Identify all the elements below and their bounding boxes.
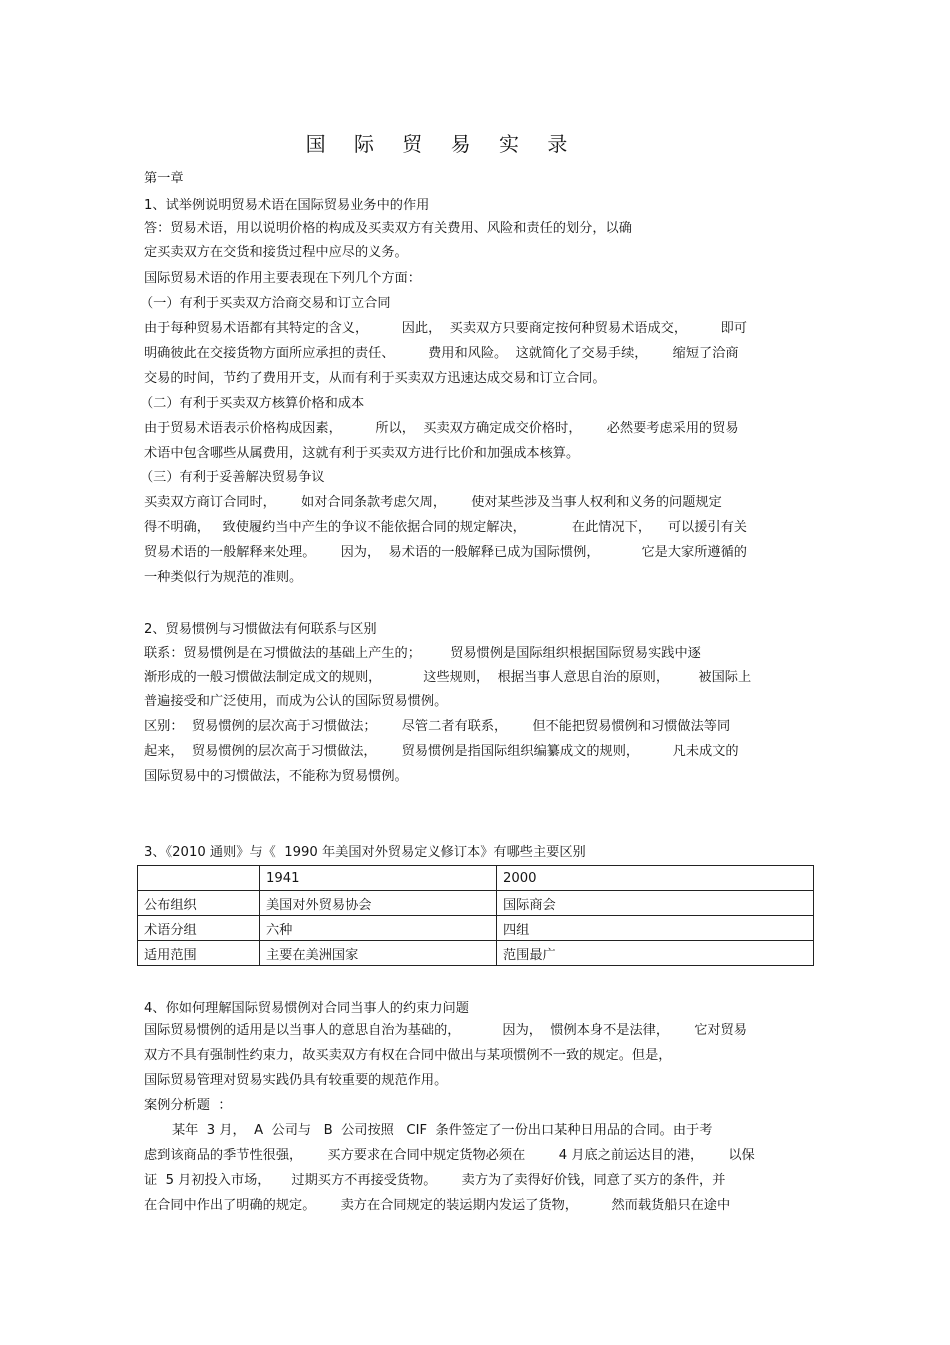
case-analysis-label: 案例分析题 ： [144,1098,232,1113]
question-1-heading: 1、试举例说明贸易术语在国际贸易业务中的作用 [144,198,430,213]
paragraph-line: 得不明确， 致使履约当中产生的争议不能依据合同的规定解决， 在此情况下， 可以援引有关 [144,520,747,535]
table-row [138,916,814,941]
paragraph-line: 答：贸易术语，用以说明价格的构成及买卖双方有关费用、风险和责任的划分，以确 [144,221,632,236]
paragraph-line: 国际贸易术语的作用主要表现在下列几个方面： [144,271,421,286]
paragraph-line: 虑到该商品的季节性很强， 买方要求在合同中规定货物必须在 4 月底之前运达目的港， 以保 [144,1148,755,1163]
paragraph-line: 国际贸易惯例的适用是以当事人的意思自治为基础的， 因为， 惯例本身不是法律， 它对贸易 [144,1023,747,1038]
document-title: 国 际 贸 易 实 录 [305,132,579,156]
paragraph-line: 一种类似行为规范的准则。 [144,570,303,585]
paragraph-line: 术语中包含哪些从属费用，这就有利于买卖双方进行比价和加强成本核算。 [144,446,580,461]
question-4-heading: 4、你如何理解国际贸易惯例对合同当事人的约束力问题 [144,1001,469,1016]
table-cell: 美国对外贸易协会 [260,891,497,916]
paragraph-line: 某年 3 月， A 公司与 B 公司按照 CIF 条件签定了一份出口某种日用品的合同。由于考 [172,1123,713,1138]
subheading-line: （三）有利于妥善解决贸易争议 [140,470,325,485]
paragraph-line: 普遍接受和广泛使用，而成为公认的国际贸易惯例。 [144,694,448,709]
table-cell [138,866,260,891]
paragraph-line: 由于每种贸易术语都有其特定的含义， 因此， 买卖双方只要商定按何种贸易术语成交， 即可 [144,321,747,336]
table-cell: 1941 [260,866,497,891]
paragraph-line: 联系：贸易惯例是在习惯做法的基础上产生的； 贸易惯例是国际组织根据国际贸易实践中逐 [144,646,701,661]
paragraph-line: 国际贸易管理对贸易实践仍具有较重要的规范作用。 [144,1073,448,1088]
chapter-heading: 第一章 [144,171,184,186]
table-cell: 适用范围 [138,941,260,966]
table-cell: 国际商会 [497,891,814,916]
paragraph-line: 由于贸易术语表示价格构成因素， 所以， 买卖双方确定成交价格时， 必然要考虑采用的贸易 [144,421,739,436]
paragraph-line: 贸易术语的一般解释来处理。 因为， 易术语的一般解释已成为国际惯例， 它是大家所遵循的 [144,545,747,560]
paragraph-line: 双方不具有强制性约束力，故买卖双方有权在合同中做出与某项惯例不一致的规定。但是， [144,1048,672,1063]
subheading-line: （二）有利于买卖双方核算价格和成本 [140,396,365,411]
paragraph-line: 渐形成的一般习惯做法制定成文的规则， 这些规则， 根据当事人意思自治的原则， 被国际上 [144,670,752,685]
question-2-heading: 2、贸易惯例与习惯做法有何联系与区别 [144,622,377,637]
paragraph-line: 区别： 贸易惯例的层次高于习惯做法； 尽管二者有联系， 但不能把贸易惯例和习惯做法等同 [144,719,731,734]
paragraph-line: 明确彼此在交接货物方面所应承担的责任、 费用和风险。 这就简化了交易手续， 缩短了洽商 [144,346,739,361]
table-header-row [138,866,814,891]
question-3-heading: 3、《2010 通则》与《 1990 年美国对外贸易定义修订本》有哪些主要区别 [144,845,586,860]
table-row [138,941,814,966]
subheading-line: （一）有利于买卖双方洽商交易和订立合同 [140,296,391,311]
table-cell: 六种 [260,916,497,941]
paragraph-line: 交易的时间，节约了费用开支，从而有利于买卖双方迅速达成交易和订立合同。 [144,371,606,386]
table-cell: 2000 [497,866,814,891]
comparison-table [137,865,814,966]
paragraph-line: 证 5 月初投入市场， 过期买方不再接受货物。 卖方为了卖得好价钱，同意了买方的条件，并 [144,1173,726,1188]
table-cell: 范围最广 [497,941,814,966]
table-cell: 术语分组 [138,916,260,941]
paragraph-line: 买卖双方商订合同时， 如对合同条款考虑欠周， 使对某些涉及当事人权利和义务的问题规定 [144,495,722,510]
table-cell: 主要在美洲国家 [260,941,497,966]
paragraph-line: 起来， 贸易惯例的层次高于习惯做法， 贸易惯例是指国际组织编纂成文的规则， 凡未成文的 [144,744,739,759]
paragraph-line: 定买卖双方在交货和接货过程中应尽的义务。 [144,245,408,260]
table-cell: 公布组织 [138,891,260,916]
paragraph-line: 国际贸易中的习惯做法，不能称为贸易惯例。 [144,769,408,784]
table-row [138,891,814,916]
table-cell: 四组 [497,916,814,941]
paragraph-line: 在合同中作出了明确的规定。 卖方在合同规定的装运期内发运了货物， 然而载货船只在途中 [144,1198,731,1213]
